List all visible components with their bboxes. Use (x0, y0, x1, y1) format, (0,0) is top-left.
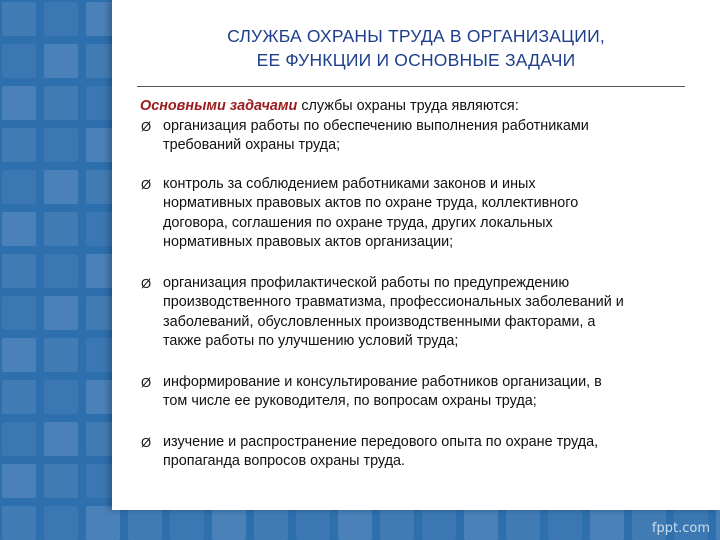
background-tile (44, 380, 78, 414)
background-tile (86, 506, 120, 540)
intro-highlight: Основными задачами (140, 98, 298, 114)
background-tile (44, 212, 78, 246)
background-tile (2, 296, 36, 330)
background-tile (44, 170, 78, 204)
background-tile (44, 296, 78, 330)
list-item (140, 175, 690, 253)
slide-panel (112, 0, 720, 510)
arrow-bullet-icon: Ø (141, 275, 152, 291)
item-3-line-3: заболеваний, обусловленных производственными факторами, а (163, 313, 596, 330)
item-5-line-1: изучение и распространение передового опыта по охране труда, (163, 433, 599, 450)
background-tile (380, 506, 414, 540)
arrow-bullet-icon: Ø (141, 374, 152, 390)
background-tile (44, 44, 78, 78)
background-tile (2, 86, 36, 120)
arrow-bullet-icon: Ø (141, 434, 152, 450)
item-5-line-2: пропаганда вопросов охраны труда. (163, 453, 406, 469)
background-tile (338, 506, 372, 540)
background-tile (44, 128, 78, 162)
background-tile (2, 44, 36, 78)
watermark: fppt.com (651, 521, 710, 536)
background-tile (2, 338, 36, 372)
background-tile (2, 464, 36, 498)
background-tile (44, 464, 78, 498)
background-tile (296, 506, 330, 540)
arrow-bullet-icon: Ø (141, 118, 152, 134)
background-tile (2, 380, 36, 414)
background-tile (590, 506, 624, 540)
background-tile (44, 86, 78, 120)
background-tile (254, 506, 288, 540)
background-tile (2, 212, 36, 246)
item-1-line-2: требований охраны труда; (163, 137, 341, 153)
item-2-line-3: договора, соглашения по охране труда, других локальных (163, 214, 553, 231)
background-tile (716, 506, 720, 540)
background-tile (506, 506, 540, 540)
slide-body (140, 97, 690, 472)
item-3-line-4: также работы по улучшению условий труда; (163, 333, 459, 349)
background-tile (170, 506, 204, 540)
background-tile (2, 170, 36, 204)
title-line-2: ЕЕ ФУНКЦИИ И ОСНОВНЫЕ ЗАДАЧИ (256, 50, 576, 70)
item-1-line-1: организация работы по обеспечению выполнения работниками (163, 117, 589, 134)
background-tile (548, 506, 582, 540)
intro-text: службы охраны труда являются: (297, 98, 519, 114)
background-tile (44, 422, 78, 456)
item-3-line-2: производственного травматизма, профессиональных заболеваний и (163, 294, 624, 310)
item-2-line-2: нормативных правовых актов по охране труда, коллективного (163, 195, 579, 211)
background-tile (2, 422, 36, 456)
background-tile (422, 506, 456, 540)
background-tile (2, 506, 36, 540)
background-tile (464, 506, 498, 540)
title-line-1: СЛУЖБА ОХРАНЫ ТРУДА В ОРГАНИЗАЦИИ, (227, 26, 605, 46)
background-tile (212, 506, 246, 540)
list-item (140, 274, 690, 352)
background-tile (2, 128, 36, 162)
background-tile (44, 338, 78, 372)
item-3-line-1: организация профилактической работы по предупреждению (163, 274, 570, 291)
background-tile (128, 506, 162, 540)
item-4-line-1: информирование и консультирование работников организации, в (163, 373, 602, 390)
slide-title (112, 24, 720, 72)
background-tile (2, 254, 36, 288)
list-item (140, 373, 690, 412)
list-item (140, 433, 690, 472)
background-tile (44, 506, 78, 540)
arrow-bullet-icon: Ø (141, 176, 152, 192)
background-tile (2, 2, 36, 36)
intro-line (140, 97, 690, 117)
list-item (140, 117, 690, 156)
item-4-line-2: том числе ее руководителя, по вопросам охраны труда; (163, 393, 537, 409)
background-tile (44, 2, 78, 36)
item-2-line-1: контроль за соблюдением работниками законов и иных (163, 175, 536, 192)
background-tile (44, 254, 78, 288)
item-2-line-4: нормативных правовых актов организации; (163, 234, 454, 250)
title-divider (137, 86, 685, 87)
